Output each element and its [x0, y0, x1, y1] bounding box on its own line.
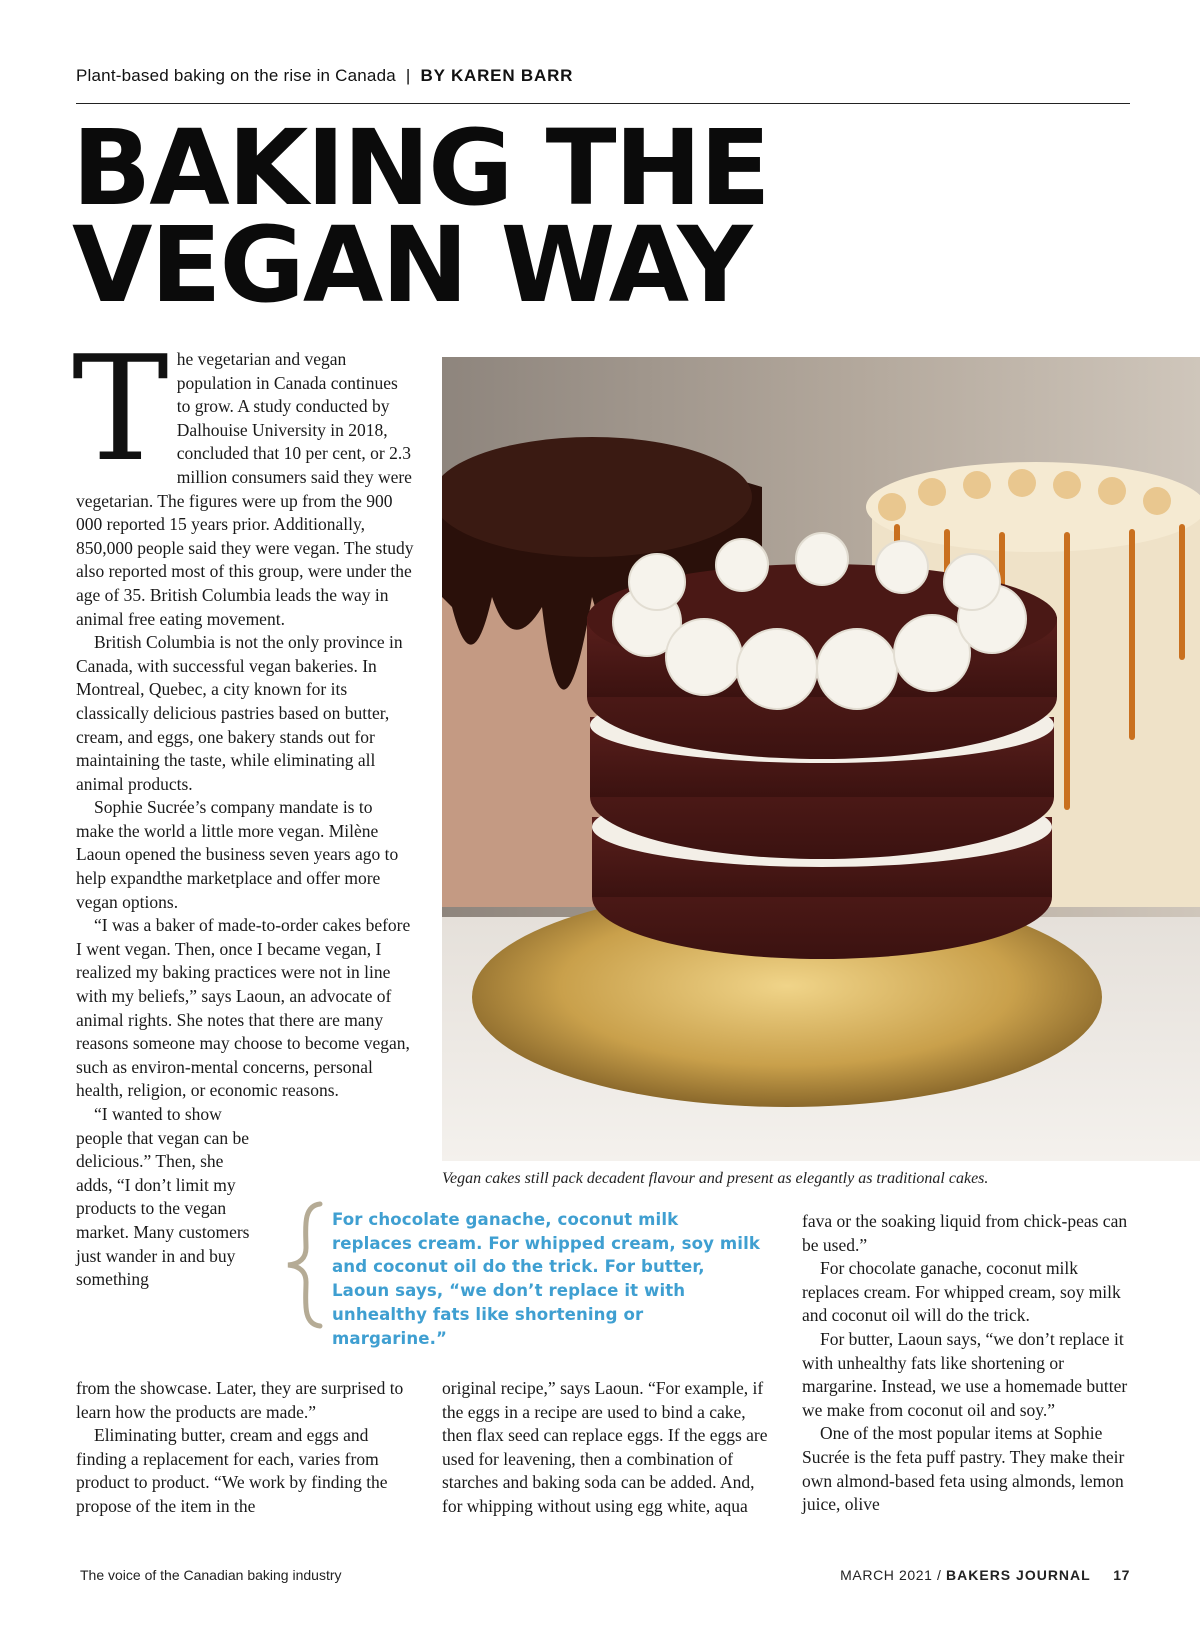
paragraph-2: British Columbia is not the only province in Canada, with successful vegan bakeries. In Montreal, Quebec, a city known for its classically delicious pastries based on butter, cream, and eggs, one bakery stands out for maintaining the taste, while eliminating all animal products.	[76, 632, 403, 794]
paragraph-8: fava or the soaking liquid from chick-peas can be used.”	[802, 1211, 1128, 1255]
paragraph-9: For chocolate ganache, coconut milk replaces cream. For whipped cream, soy milk and coconut oil will do the trick.	[802, 1258, 1121, 1326]
kicker-text: Plant-based baking on the rise in Canada	[76, 66, 396, 85]
vegan-cakes-photo	[442, 357, 1200, 1161]
byline: BY KAREN BARR	[420, 66, 574, 85]
column-3	[802, 1210, 1128, 1517]
paragraph-4: “I was a baker of made-to-order cakes before I went vegan. Then, once I became vegan, I realized my baking practices were not in line with my beliefs,” says Laoun, an advocate of animal rights. She notes that there are many reasons someone may choose to become vegan, such as environ-mental concerns, personal health, religion, or economic reasons.	[76, 915, 411, 1101]
footer-folio	[840, 1567, 1130, 1583]
headline-line-1: BAKING THE	[72, 107, 769, 229]
paragraph-7: original recipe,” says Laoun. “For example, if the eggs in a recipe are used to bind a cake, then flax seed can replace eggs. If the eggs are used for leavening, then a combination of starches and baking soda can be added. And, for whipping without using egg white, aqua	[442, 1378, 768, 1516]
drop-cap: T	[72, 325, 169, 494]
headline-line-2: VEGAN WAY	[72, 204, 751, 326]
header-rule	[76, 103, 1130, 104]
paragraph-1	[72, 325, 414, 631]
curly-brace-icon	[280, 1200, 328, 1330]
column-1-bottom	[76, 1377, 416, 1519]
paragraph-5-narrow: “I wanted to show people that vegan can be delicious.” Then, she adds, “I don’t limit my products to the vegan market. Many customers just wander in and buy something	[76, 1104, 250, 1290]
paragraph-1-text: he vegetarian and vegan population in Canada continues to grow. A study conducted by Dalhouise University in 2018, concluded that 10 per cent, or 2.3 million consumers said they were vegetarian. The figures were up from the 900 000 reported 15 years prior. Additionally, 850,000 people said they were vegan. The study also reported most of this group, were under the age of 35. British Columbia leads the way in animal free eating movement.	[76, 349, 414, 629]
kicker-separator: |	[405, 66, 411, 85]
footer-issue: MARCH 2021 /	[840, 1567, 942, 1583]
paragraph-5-continued: from the showcase. Later, they are surprised to learn how the products are made.”	[76, 1378, 404, 1422]
footer-magazine: BAKERS JOURNAL	[946, 1567, 1091, 1583]
page-number: 17	[1113, 1567, 1130, 1583]
photo-caption: Vegan cakes still pack decadent flavour and present as elegantly as traditional cakes.	[442, 1170, 989, 1187]
column-1	[72, 325, 414, 1292]
article-kicker	[76, 66, 1138, 86]
headline	[72, 107, 832, 326]
footer-tagline: The voice of the Canadian baking industry	[80, 1567, 342, 1583]
paragraph-10: For butter, Laoun says, “we don’t replace it with unhealthy fats like shortening or margarine. Instead, we use a homemade butter we make from coconut oil and soy.”	[802, 1328, 1128, 1420]
column-2-bottom	[442, 1377, 774, 1519]
paragraph-11: One of the most popular items at Sophie Sucrée is the feta puff pastry. They make their own almond-based feta using almonds, lemon juice, olive	[802, 1423, 1125, 1515]
pull-quote-text: For chocolate ganache, coconut milk replaces cream. For whipped cream, soy milk and coconut oil do the trick. For butter, Laoun says, “we don’t replace it with unhealthy fats like shortening or margarine.”	[332, 1210, 761, 1348]
paragraph-3: Sophie Sucrée’s company mandate is to make the world a little more vegan. Milène Laoun opened the business seven years ago to help expandthe marketplace and offer more vegan options.	[76, 797, 399, 912]
paragraph-6: Eliminating butter, cream and eggs and finding a replacement for each, varies from product to product. “We work by finding the propose of the item in the	[76, 1425, 388, 1516]
